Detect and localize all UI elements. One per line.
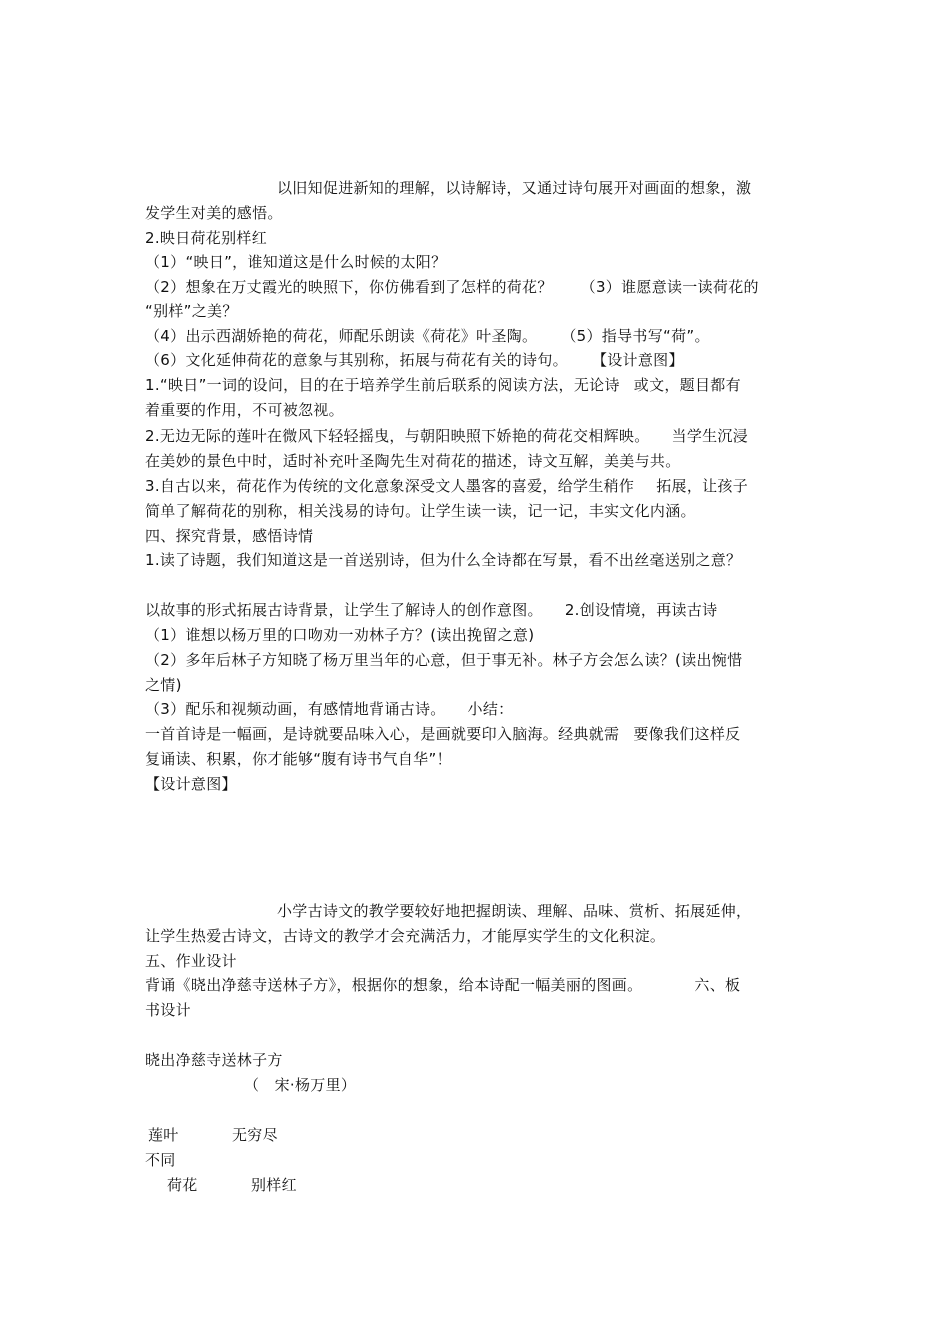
- reading-line: 之情): [145, 676, 182, 694]
- section-heading: 2.映日荷花别样红: [145, 229, 268, 247]
- question-text: （3）谁愿意读一读荷花的: [580, 278, 759, 296]
- board-item: 别样红: [251, 1176, 297, 1194]
- summary-text: 要像我们这样反: [633, 725, 741, 743]
- question-text: （2）想象在万丈霞光的映照下，你仿佛看到了怎样的荷花？: [145, 278, 553, 296]
- paragraph-line: 发学生对美的感悟。: [145, 204, 283, 222]
- intent-text: 或文，题目都有: [633, 376, 741, 394]
- board-item: 不同: [145, 1151, 176, 1169]
- design-label: 【设计意图】: [145, 775, 237, 793]
- question-line: （1）“映日”，谁知道这是什么时候的太阳？: [145, 253, 447, 271]
- poem-author: （ 宋·杨万里）: [244, 1076, 357, 1094]
- paragraph-line: 小学古诗文的教学要较好地把握朗读、理解、品味、赏析、拓展延伸，: [277, 902, 752, 920]
- paragraph-line: [145, 973, 740, 997]
- section-heading: 书设计: [145, 1001, 191, 1019]
- section-heading: 六、板: [694, 976, 741, 994]
- intent-text: 拓展，让孩子: [656, 477, 749, 495]
- paragraph-line: 让学生热爱古诗文，古诗文的教学才会充满活力，才能厚实学生的文化积淀。: [145, 927, 666, 945]
- reading-line: （2）多年后林子方知晓了杨万里当年的心意，但于事无补。林子方会怎么读？(读出惋惜: [145, 651, 743, 669]
- intent-text: 3.自古以来，荷花作为传统的文化意象深受文人墨客的喜爱，给学生稍作: [145, 477, 635, 495]
- question-line: “别样”之美？: [145, 302, 238, 320]
- question-line: [145, 275, 759, 299]
- summary-text: 一首首诗是一幅画，是诗就要品味入心，是画就要印入脑海。经典就需: [145, 725, 620, 743]
- intent-line: 简单了解荷花的别称，相关浅易的诗句。让学生读一读，记一记，丰实文化内涵。: [145, 502, 696, 520]
- section-heading: 五、作业设计: [145, 952, 237, 970]
- paragraph-text: 以故事的形式拓展古诗背景，让学生了解诗人的创作意图。: [145, 601, 543, 619]
- intent-line: [145, 424, 748, 448]
- question-text: （4）出示西湖娇艳的荷花，师配乐朗读《荷花》叶圣陶。: [145, 327, 538, 345]
- summary-label: 小结：: [467, 700, 514, 718]
- reading-text: （3）配乐和视频动画，有感情地背诵古诗。: [145, 700, 446, 718]
- question-line: [145, 324, 710, 348]
- board-item: 莲叶: [148, 1126, 179, 1144]
- paragraph-line: 1.读了诗题，我们知道这是一首送别诗，但为什么全诗都在写景，看不出丝毫送别之意？: [145, 551, 742, 569]
- poem-title: 晓出净慈寺送林子方: [145, 1051, 283, 1069]
- intent-line: 着重要的作用，不可被忽视。: [145, 401, 344, 419]
- question-text: （5）指导书写“荷”。: [561, 327, 710, 345]
- question-text: （6）文化延伸荷花的意象与其别称，拓展与荷花有关的诗句。: [145, 351, 568, 369]
- intent-line: [145, 474, 748, 498]
- summary-line: [145, 722, 740, 746]
- summary-line: 复诵读、积累，你才能够“腹有诗书气自华”！: [145, 750, 452, 768]
- reading-line: （1）谁想以杨万里的口吻劝一劝林子方？(读出挽留之意): [145, 626, 535, 644]
- intent-text: 1.“映日”一词的设问，目的在于培养学生前后联系的阅读方法，无论诗: [145, 376, 620, 394]
- intent-text: 当学生沉浸: [671, 427, 749, 445]
- section-heading: 四、探究背景，感悟诗情: [145, 527, 314, 545]
- question-line: [145, 348, 684, 372]
- board-item: 无穷尽: [232, 1126, 278, 1144]
- intent-line: 在美妙的景色中时，适时补充叶圣陶先生对荷花的描述，诗文互解，美美与共。: [145, 452, 681, 470]
- design-label: 【设计意图】: [591, 351, 684, 369]
- intent-line: [145, 373, 741, 397]
- board-item: 荷花: [167, 1176, 198, 1194]
- reading-line: [145, 697, 513, 721]
- homework-text: 背诵《晓出净慈寺送林子方》，根据你的想象，给本诗配一幅美丽的图画。: [145, 976, 643, 994]
- intent-text: 2.无边无际的莲叶在微风下轻轻摇曳，与朝阳映照下娇艳的荷花交相辉映。: [145, 427, 650, 445]
- paragraph-line: 以旧知促进新知的理解，以诗解诗，又通过诗句展开对画面的想象，激: [277, 179, 752, 197]
- paragraph-line: [145, 598, 717, 622]
- subheading-text: 2.创设情境，再读古诗: [564, 601, 718, 619]
